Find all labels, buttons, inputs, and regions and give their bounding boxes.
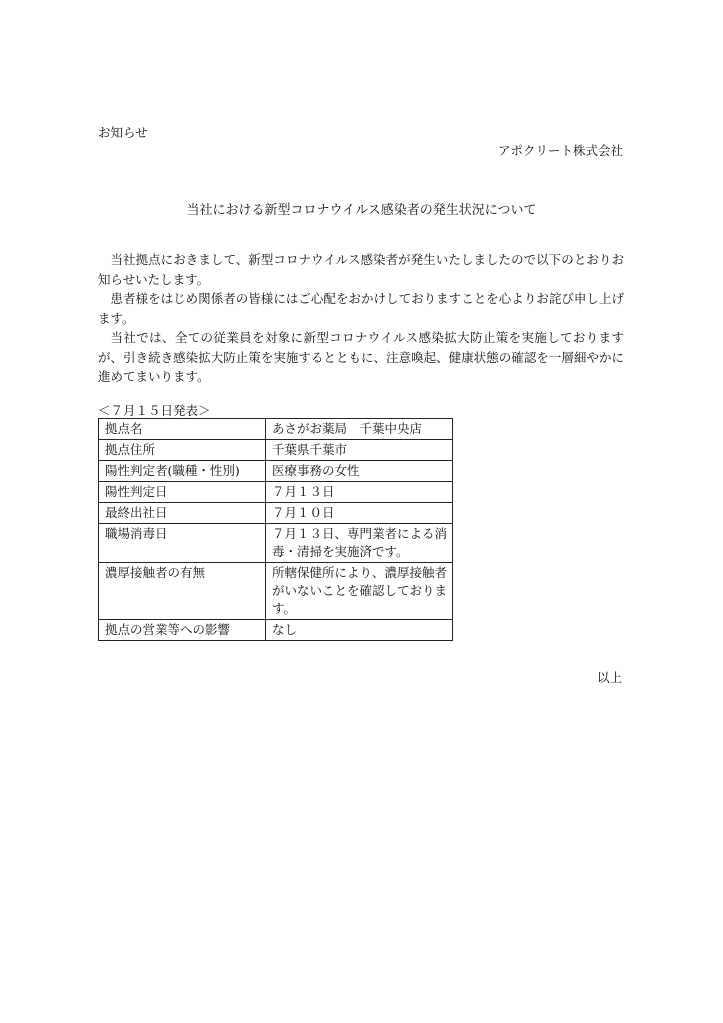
- info-table: [98, 418, 453, 641]
- row-value: ７月１０日: [266, 503, 453, 524]
- row-label: 最終出社日: [99, 503, 266, 524]
- row-value: 千葉県千葉市: [266, 440, 453, 461]
- row-label: 陽性判定日: [99, 482, 266, 503]
- row-value: ７月１３日、専門業者による消毒・清掃を実施済です。: [266, 524, 453, 563]
- row-value: あさがお薬局 千葉中央店: [266, 419, 453, 440]
- row-label: 職場消毒日: [99, 524, 266, 563]
- table-row: [99, 440, 453, 461]
- table-row: [99, 524, 453, 563]
- table-row: [99, 419, 453, 440]
- notice-label: お知らせ: [98, 125, 148, 140]
- table-row: [99, 563, 453, 620]
- row-label: 拠点の営業等への影響: [99, 620, 266, 641]
- company-name: アポクリート株式会社: [497, 143, 623, 158]
- row-value: 医療事務の女性: [266, 461, 453, 482]
- table-row: [99, 482, 453, 503]
- table-row: [99, 503, 453, 524]
- row-label: 濃厚接触者の有無: [99, 563, 266, 620]
- document-title: 当社における新型コロナウイルス感染者の発生状況について: [186, 203, 537, 218]
- row-value: 所轄保健所により、濃厚接触者がいないことを確認しております。: [266, 563, 453, 620]
- row-value: なし: [266, 620, 453, 641]
- row-label: 拠点住所: [99, 440, 266, 461]
- row-label: 拠点名: [99, 419, 266, 440]
- closing-text: 以上: [596, 670, 622, 685]
- table-row: [99, 461, 453, 482]
- body-paragraph: 当社拠点におきまして、新型コロナウイルス感染者が発生いたしましたので以下のとおりお知らせいたします。: [98, 252, 624, 287]
- table-row: [99, 620, 453, 641]
- row-label: 陽性判定者(職種・性別): [99, 461, 266, 482]
- body-text: [98, 250, 624, 387]
- row-value: ７月１３日: [266, 482, 453, 503]
- body-paragraph: 患者様をはじめ関係者の皆様にはご心配をおかけしておりますことを心よりお詫び申し上げます。: [98, 291, 624, 326]
- announcement-label: ＜７月１５日発表＞: [98, 403, 211, 418]
- body-paragraph: 当社では、全ての従業員を対象に新型コロナウイルス感染拡大防止策を実施しておりますが、引き続き感染拡大防止策を実施するとともに、注意喚起、健康状態の確認を一層細やかに進めてまいります。: [98, 330, 624, 384]
